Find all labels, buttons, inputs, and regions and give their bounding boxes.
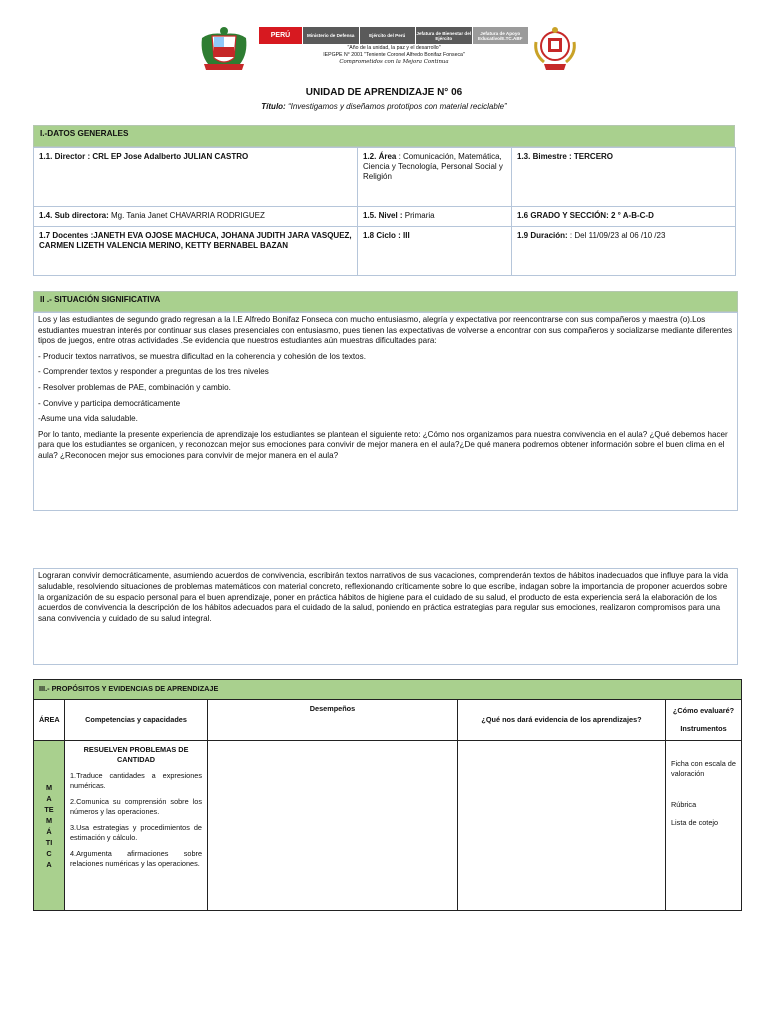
situacion-paragraph-2: Por lo tanto, mediante la presente experiencia de aprendizaje los estudiantes se plantean el siguiente reto: ¿Cómo nos organizamos para nuestra convivencia en el aula? ¿Qué debemos hacer para que los estudiantes se organicen, y reconozcan mejor sus emociones para convivir de mejor manera en el aula?¿De qué manera podremos obtener información sobre el buen clima en el aula? ¿Reconocen mejor sus emociones para convivir de mejor manera en el aula? bbox=[38, 429, 728, 460]
banner-ejercito: Ejército del Perú bbox=[359, 27, 416, 44]
situacion-box bbox=[33, 312, 738, 511]
duracion-label: 1.9 Duración: bbox=[517, 231, 568, 240]
area-value: : Comunicación, Matemática, Ciencia y Tecnología, Personal Social y Religión bbox=[363, 152, 503, 181]
datos-generales-table bbox=[33, 147, 736, 276]
page-subtitle bbox=[0, 102, 768, 111]
page-title: UNIDAD DE APRENDIZAJE N° 06 bbox=[305, 87, 463, 98]
nivel-cell bbox=[358, 207, 512, 227]
area-matematica bbox=[34, 741, 65, 911]
situacion-bullet-1: - Producir textos narrativos, se muestra dificultad en la coherencia y cohesión de los textos. bbox=[38, 351, 366, 361]
situacion-paragraph-1: Los y las estudiantes de segundo grado regresan a la I.E Alfredo Bonifaz Fonseca con mucho entusiasmo, alegría y expectativa por reencontrarse con sus compañeros y maestra (o).Los estudiantes muestran interés por continuar sus clases presenciales con entusiasmo, pues tienen las expectativas de volverse a encontrar con sus compañeros y socializarse mediante diferentes tipos de juegos, entre otras actividades .Se evidencia que nuestros estudiantes aún muestras dificultades para: bbox=[38, 315, 733, 346]
area-letter: A bbox=[46, 793, 52, 803]
subtitle-label: Título: bbox=[261, 102, 286, 111]
subdirectora-cell bbox=[34, 207, 358, 227]
grado-cell: 1.6 GRADO Y SECCIÓN: 2 ° A-B-C-D bbox=[512, 207, 736, 227]
institution-banner bbox=[258, 27, 528, 44]
capacidad-item: 3.Usa estrategias y procedimientos de estimación y cálculo. bbox=[70, 823, 202, 842]
director-cell: 1.1. Director : CRL EP Jose Adalberto JULIAN CASTRO bbox=[34, 148, 358, 207]
peru-coat-of-arms-icon bbox=[198, 24, 250, 74]
propositos-table bbox=[33, 679, 742, 911]
area-letter: M bbox=[45, 782, 53, 792]
duracion-cell bbox=[512, 227, 736, 276]
col-competencias: Competencias y capacidades bbox=[65, 700, 208, 741]
ciclo-cell: 1.8 Ciclo : III bbox=[358, 227, 512, 276]
area-letter: TI bbox=[45, 837, 53, 847]
banner-bienestar: Jefatura de Bienestar del Ejército bbox=[415, 27, 472, 44]
situacion-bullet-2: - Comprender textos y responder a preguntas de los tres niveles bbox=[38, 367, 269, 377]
instrumento-item: Ficha con escala de valoración bbox=[671, 759, 736, 778]
area-label: 1.2. Área bbox=[363, 152, 397, 161]
instrumento-item: Lista de cotejo bbox=[671, 817, 719, 827]
area-letter: A bbox=[46, 859, 52, 869]
bimestre-cell: 1.3. Bimestre : TERCERO bbox=[512, 148, 736, 207]
banner-peru: PERÚ bbox=[258, 27, 302, 44]
section-propositos: III.- PROPÓSITOS Y EVIDENCIAS DE APRENDIZAJE bbox=[34, 680, 742, 700]
instrumento-item: Rúbrica bbox=[671, 800, 697, 809]
area-letter: M bbox=[45, 815, 53, 825]
col-evaluacion bbox=[666, 700, 742, 741]
competencias-cell bbox=[65, 741, 208, 911]
evidencias-cell bbox=[458, 741, 666, 911]
section-datos-generales: I.-DATOS GENERALES bbox=[33, 125, 735, 147]
competencia-title: RESUELVEN PROBLEMAS DE CANTIDAD bbox=[83, 745, 189, 764]
col-area: ÁREA bbox=[34, 700, 65, 741]
header-text bbox=[258, 45, 530, 66]
desempenos-cell bbox=[208, 741, 458, 911]
duracion-value: : Del 11/09/23 al 06 /10 /23 bbox=[567, 231, 666, 240]
nivel-label: 1.5. Nivel : bbox=[363, 211, 403, 220]
subtitle-text: “Investigamos y diseñamos prototipos con material reciclable” bbox=[285, 102, 507, 111]
area-cell bbox=[358, 148, 512, 207]
school-crest-icon bbox=[530, 24, 580, 74]
col-desempenos: Desempeños bbox=[208, 700, 458, 741]
school-name: IEPGPE N° 2001 "Teniente Coronel Alfredo Bonifaz Fonseca" bbox=[323, 52, 465, 58]
situacion-bullet-3: - Resolver problemas de PAE, combinación y cambio. bbox=[38, 382, 231, 392]
docentes-cell: 1.7 Docentes :JANETH EVA OJOSE MACHUCA, JOHANA JUDITH JARA VASQUEZ, CARMEN LIZETH VALENCIA MERINO, KETTY BERNABEL BAZAN bbox=[34, 227, 358, 276]
proposito-box: Lograran convivir democráticamente, asumiendo acuerdos de convivencia, escribirán textos narrativos de sus vacaciones, comprenderán textos de hábitos inadecuados que influye para la vida saludable, resolviendo situaciones de problemas matemáticos con material concreto, reflexionando críticamente sobre lo que escribe, indagan sobre la importancia de proponer acuerdos sobre la organización de su espacio personal para el buen aprendizaje, poner en práctica hábitos de higiene para el cuidado de su salud, el producto de esta experiencia será la elaboración de los acuerdos de convivencia la descripción de los hábitos adecuados para el cuidado de la salud, poniendo en práctica estrategias para regular sus emociones, realizaron compromisos para una sana convivencia y cuidado de su salud integral. bbox=[33, 568, 738, 665]
situacion-bullet-5: -Asume una vida saludable. bbox=[38, 414, 138, 424]
nivel-value: Primaria bbox=[402, 211, 435, 220]
col-instrumentos: Instrumentos bbox=[680, 724, 727, 733]
banner-ministerio: Ministerio de Defensa bbox=[302, 27, 359, 44]
col-evaluacion-title: ¿Cómo evaluaré? bbox=[672, 706, 735, 715]
banner-apoyo: Jefatura de Apoyo Educativo/E.TC.ABF bbox=[472, 27, 529, 44]
subdirectora-value: Mg. Tania Janet CHAVARRIA RODRIGUEZ bbox=[108, 211, 265, 220]
year-motto: "Año de la unidad, la paz y el desarrollo" bbox=[347, 45, 441, 51]
situacion-bullet-4: - Convive y participa democráticamente bbox=[38, 398, 181, 408]
capacidad-item: 1.Traduce cantidades a expresiones numéricas. bbox=[70, 771, 202, 790]
instrumentos-cell bbox=[666, 741, 742, 911]
subdirectora-label: 1.4. Sub directora: bbox=[39, 211, 109, 220]
capacidad-item: 4.Argumenta afirmaciones sobre relaciones numéricas y las operaciones. bbox=[70, 849, 202, 868]
area-letter: C bbox=[46, 848, 52, 858]
section-situacion: II .- SITUACIÓN SIGNIFICATIVA bbox=[33, 291, 738, 312]
area-letter: Á bbox=[46, 826, 52, 836]
capacidad-item: 2.Comunica su comprensión sobre los números y las operaciones. bbox=[70, 797, 202, 816]
col-evidencias: ¿Qué nos dará evidencia de los aprendizajes? bbox=[458, 700, 666, 741]
area-letter: TE bbox=[44, 804, 54, 814]
school-slogan: Comprometidos con la Mejora Continua bbox=[339, 59, 449, 65]
